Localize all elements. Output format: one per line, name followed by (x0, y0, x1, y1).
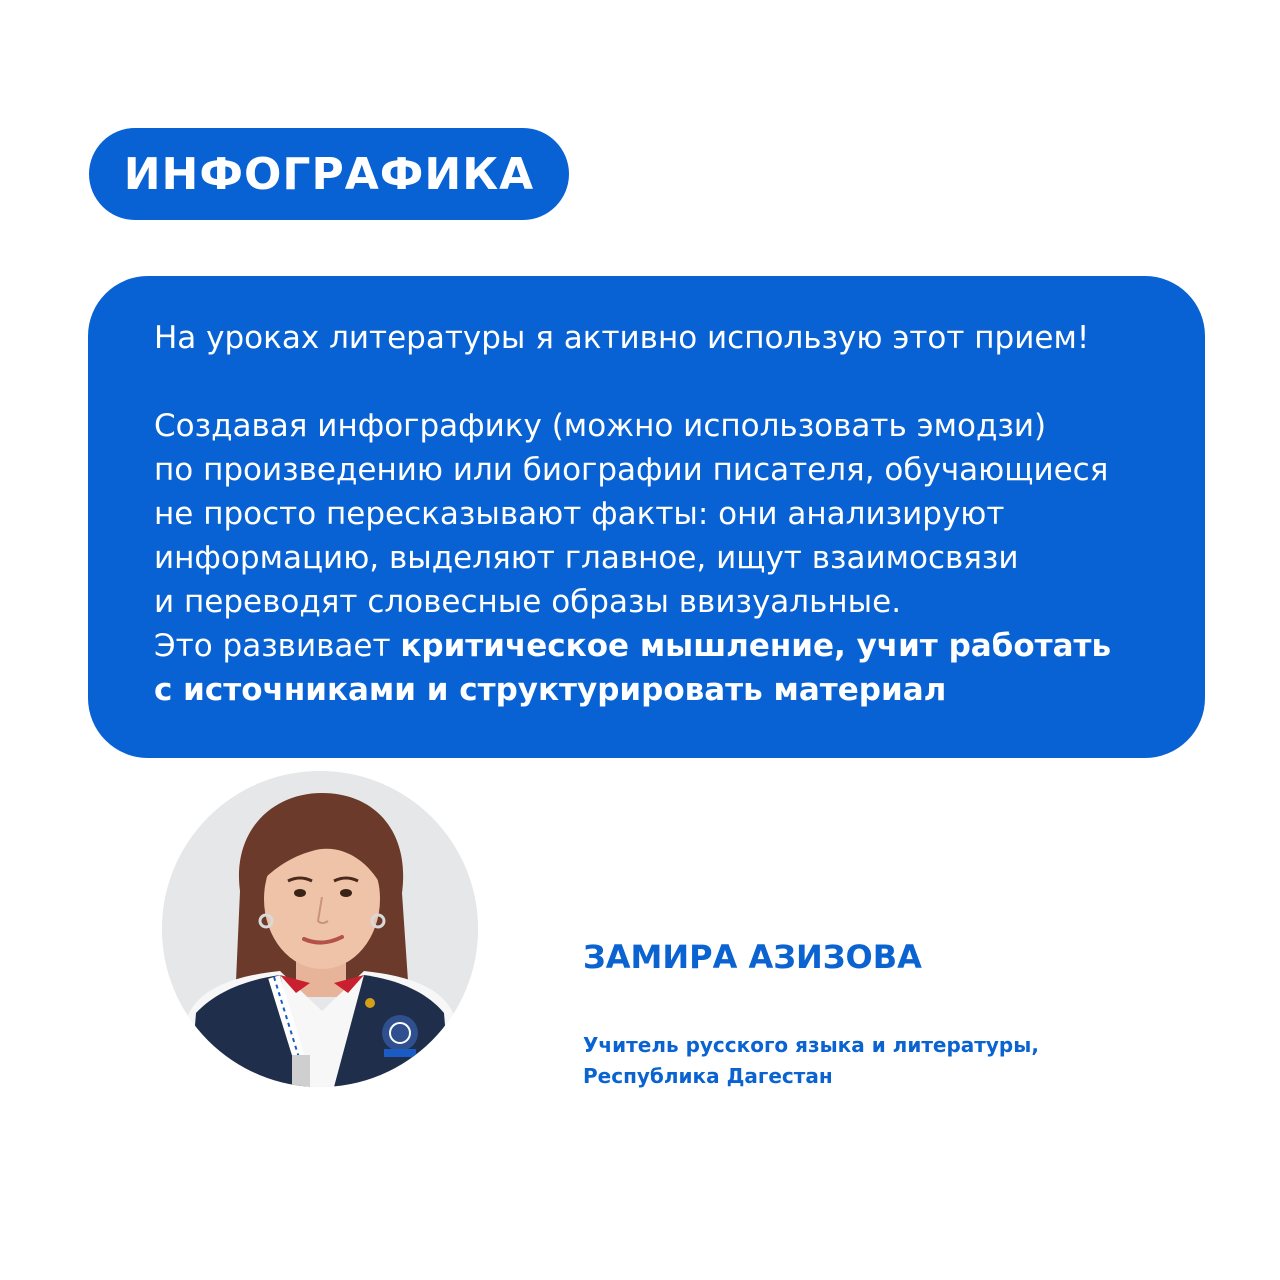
quote-conclusion-line (154, 624, 1165, 668)
author-photo (162, 771, 478, 1087)
quote-line: информацию, выделяют главное, ищут взаимосвязи (154, 540, 1019, 576)
quote-intro: На уроках литературы я активно использую этот прием! (154, 320, 1090, 356)
page-title: ИНФОГРАФИКА (123, 148, 535, 200)
quote-line: Создавая инфографику (можно использовать эмодзи) (154, 408, 1047, 444)
author-role (583, 1030, 1039, 1092)
portrait-illustration (162, 771, 478, 1087)
quote-line: не просто пересказывают факты: они анализируют (154, 496, 1005, 532)
author-role-line: Учитель русского языка и литературы, (583, 1033, 1039, 1057)
author-region-line: Республика Дагестан (583, 1064, 833, 1088)
quote-line: и переводят словесные образы ввизуальные. (154, 584, 902, 620)
quote-conclusion-bold: критическое мышление, учит работать (400, 628, 1112, 664)
title-badge (89, 128, 569, 220)
quote-card (88, 276, 1205, 758)
quote-final-line (154, 668, 1165, 712)
quote-line: по произведению или биографии писателя, обучающиеся (154, 452, 1109, 488)
paragraph-gap (154, 360, 1165, 404)
quote-conclusion-plain: Это развивает (154, 628, 401, 664)
author-name: ЗАМИРА АЗИЗОВА (583, 938, 922, 976)
quote-final-bold: с источниками и структурировать материал (154, 672, 947, 708)
